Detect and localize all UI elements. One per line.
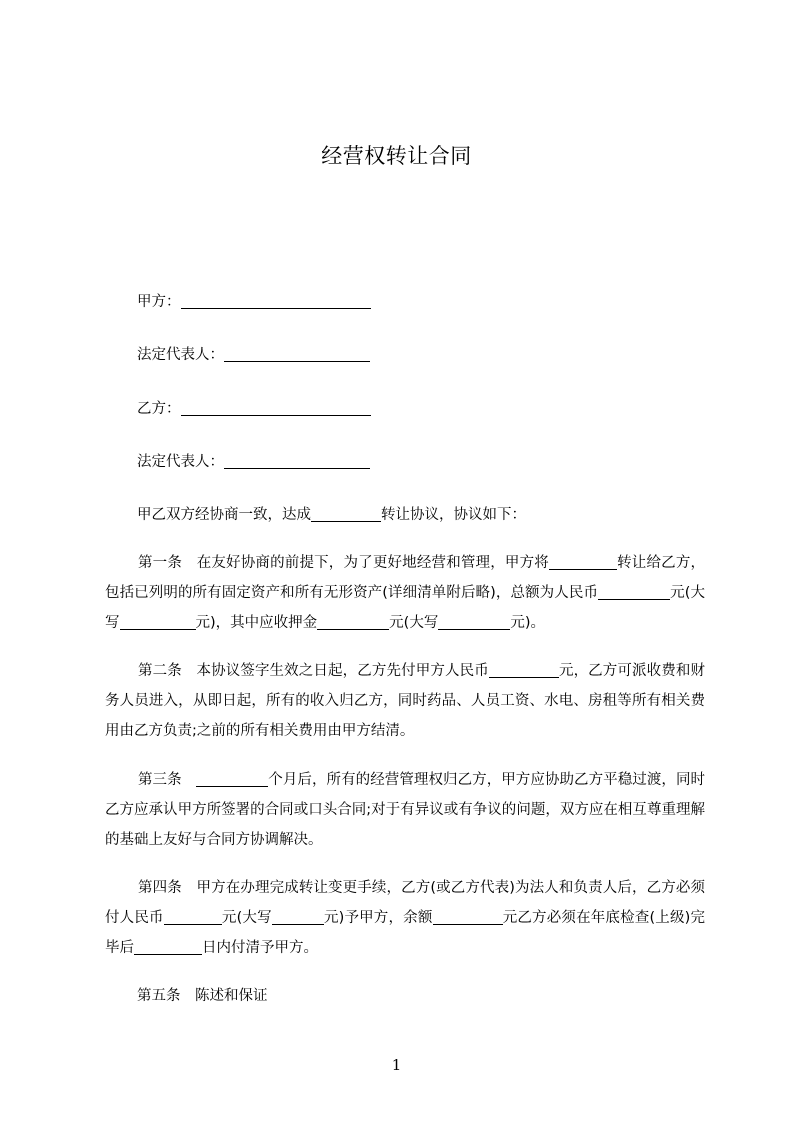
party-b-rep-line — [137, 451, 370, 473]
article-1-text-1: 第一条 在友好协商的前提下，为了更好地经营和管理，甲方将 — [138, 555, 549, 571]
article-5-heading: 第五条 陈述和保证 — [137, 988, 268, 1004]
article-2-text-1: 第二条 本协议签字生效之日起，乙方先付甲方人民币 — [138, 663, 489, 679]
article-4-blank-4 — [134, 938, 202, 955]
article-1-blank-1 — [549, 553, 617, 570]
article-1-text-5: 元(大写 — [389, 615, 439, 631]
article-1-text-4: 元)，其中应收押金 — [195, 615, 318, 631]
party-b-rep-blank — [224, 452, 370, 469]
article-1-text-6: 元)。 — [510, 615, 545, 631]
article-4-blank-1 — [164, 908, 222, 925]
article-1 — [105, 548, 705, 638]
intro-text-1: 甲乙双方经协商一致，达成 — [137, 507, 311, 523]
article-3-text-1: 第三条 — [138, 772, 197, 788]
article-4-text-5: 日内付清予甲方。 — [202, 940, 318, 956]
party-b-line — [137, 398, 371, 420]
article-4 — [105, 873, 705, 963]
article-3-blank-1 — [196, 770, 268, 787]
article-2-blank-1 — [489, 661, 559, 678]
article-1-blank-3 — [120, 613, 196, 630]
article-3-text-2: 个月后，所有的经营管理权归乙方，甲方应协助乙方平稳过渡，同时乙方应承认甲方所签署的合同或口头合同;对于有异议或有争议的问题，双方应在相互尊重理解的基础上友好与合同方协调解决。 — [105, 772, 706, 848]
page-number: 1 — [391, 1056, 402, 1074]
article-1-blank-4 — [317, 613, 389, 630]
party-b-blank — [181, 399, 371, 416]
party-a-label: 甲方： — [137, 294, 181, 310]
article-4-text-3: 元)予甲方，余额 — [323, 910, 433, 926]
party-a-rep-blank — [224, 345, 370, 362]
party-b-label: 乙方： — [137, 401, 181, 417]
intro-line — [137, 504, 526, 526]
article-4-text-4: 元乙方必须在年底检查(上级)完毕后 — [105, 910, 705, 956]
article-2-text-2: 元，乙方可派收费和财务人员进入，从即日起，所有的收入归乙方，同时药品、人员工资、水电、房租等所有相关费用由乙方负责;之前的所有相关费用由甲方结清。 — [105, 663, 706, 739]
document-title: 经营权转让合同 — [321, 144, 472, 168]
article-4-blank-2 — [272, 908, 324, 925]
article-4-text-1: 第四条 甲方在办理完成转让变更手续，乙方(或乙方代表)为法人和负责人后，乙方必须付人民币 — [105, 880, 705, 926]
article-1-blank-5 — [438, 613, 510, 630]
article-4-blank-3 — [433, 908, 503, 925]
article-4-text-2: 元(大写 — [221, 910, 272, 926]
party-b-rep-label: 法定代表人： — [137, 454, 224, 470]
party-a-rep-line — [137, 344, 370, 366]
intro-blank — [311, 505, 381, 522]
article-1-text-2: 转让给乙方，包括已列明的所有固定资产和所有无形资产(详细清单附后略)，总额为人民币 — [105, 555, 706, 601]
article-1-blank-2 — [598, 583, 670, 600]
article-2 — [105, 656, 705, 746]
party-a-blank — [181, 292, 371, 309]
intro-text-2: 转让协议，协议如下： — [381, 507, 526, 523]
party-a-rep-label: 法定代表人： — [137, 347, 224, 363]
article-1-text-3: 元(大写 — [105, 585, 705, 631]
party-a-line — [137, 291, 371, 313]
article-3 — [105, 765, 705, 855]
